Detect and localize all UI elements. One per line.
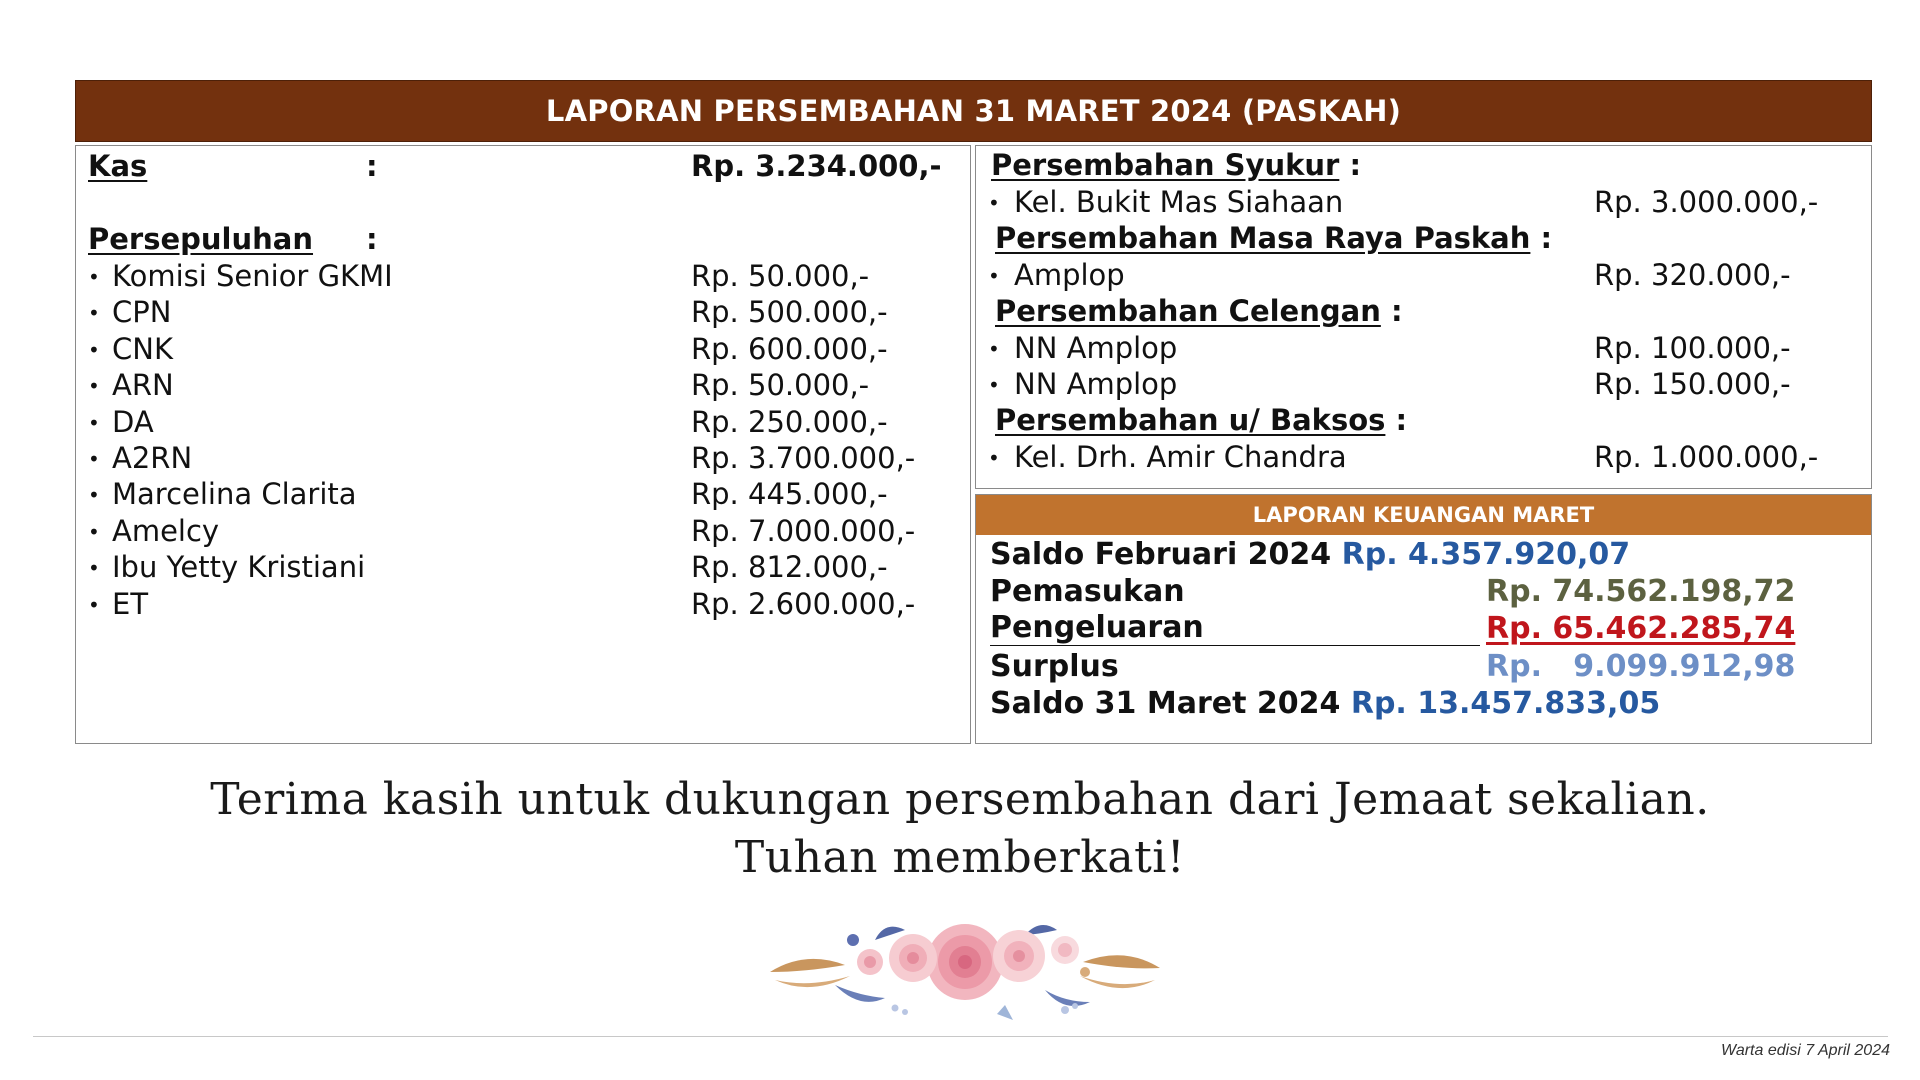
bullet-icon: •: [988, 264, 1000, 288]
persepuluhan-item-name: A2RN: [112, 441, 193, 475]
persepuluhan-item-amount: Rp. 3.700.000,-: [691, 441, 916, 475]
celengan-heading: [995, 293, 1403, 329]
surplus-value: Rp. 9.099.912,98: [1486, 649, 1796, 684]
bullet-icon: •: [88, 337, 100, 362]
baksos-amount: Rp. 1.000.000,-: [1594, 440, 1819, 474]
persepuluhan-item-name: CPN: [112, 295, 172, 330]
syukur-amount: Rp. 3.000.000,-: [1594, 185, 1819, 219]
report-title: LAPORAN PERSEMBAHAN 31 MARET 2024 (PASKAH): [75, 80, 1872, 142]
saldo-februari-value: Rp. 4.357.920,07: [1341, 537, 1631, 572]
bullet-icon: •: [88, 410, 100, 435]
persepuluhan-item-amount: Rp. 50.000,-: [691, 368, 870, 403]
saldo-maret-value: Rp. 13.457.833,05: [1350, 686, 1661, 721]
pemasukan-value: Rp. 74.562.198,72: [1486, 574, 1796, 609]
persepuluhan-item-amount: Rp. 812.000,-: [691, 550, 888, 585]
kas-colon: :: [366, 149, 378, 183]
flower-garland-icon: [765, 910, 1165, 1020]
masa-raya-heading-text: Persembahan Masa Raya Paskah: [995, 221, 1531, 255]
celengan-amount: Rp. 100.000,-: [1594, 331, 1791, 365]
bullet-icon: •: [88, 447, 100, 471]
persepuluhan-colon: :: [366, 222, 378, 256]
persepuluhan-item-amount: Rp. 445.000,-: [691, 477, 888, 512]
baksos-item: Kel. Drh. Amir Chandra: [1014, 440, 1347, 474]
syukur-heading-text: Persembahan Syukur: [991, 148, 1340, 182]
masa-raya-amount: Rp. 320.000,-: [1594, 258, 1791, 292]
celengan-colon: :: [1390, 294, 1403, 328]
saldo-maret-label: Saldo 31 Maret 2024: [990, 686, 1341, 721]
persepuluhan-item-name: Marcelina Clarita: [112, 477, 357, 512]
pengeluaran-label: Pengeluaran: [990, 611, 1480, 646]
pengeluaran-value: Rp. 65.462.285,74: [1486, 611, 1796, 646]
celengan-item: NN Amplop: [1014, 331, 1178, 365]
masa-raya-heading: [995, 220, 1552, 256]
persepuluhan-item-amount: Rp. 50.000,-: [691, 259, 870, 293]
persepuluhan-panel: [75, 145, 971, 744]
persepuluhan-item-name: Amelcy: [112, 513, 220, 548]
persembahan-lain-panel: [975, 145, 1872, 489]
persepuluhan-item-name: ET: [112, 586, 149, 621]
syukur-item: Kel. Bukit Mas Siahaan: [1014, 185, 1344, 219]
keuangan-header: LAPORAN KEUANGAN MARET: [976, 495, 1871, 535]
celengan-heading-text: Persembahan Celengan: [995, 294, 1381, 328]
kas-label: Kas: [88, 149, 148, 183]
persepuluhan-item-name: DA: [112, 404, 154, 439]
persepuluhan-item-name: ARN: [112, 368, 174, 403]
bullet-icon: •: [88, 301, 100, 326]
persepuluhan-item-name: CNK: [112, 331, 173, 366]
bullet-icon: •: [988, 191, 1000, 215]
baksos-heading: [995, 402, 1407, 438]
persepuluhan-item-name: Komisi Senior GKMI: [112, 259, 393, 293]
bullet-icon: •: [988, 446, 1000, 470]
thanks-line-1: Terima kasih untuk dukungan persembahan dari Jemaat sekalian.: [210, 774, 1710, 825]
thanks-line-2: Tuhan memberkati!: [734, 832, 1186, 883]
syukur-heading: [991, 147, 1361, 183]
surplus-label: Surplus: [990, 649, 1119, 684]
persepuluhan-item-amount: Rp. 2.600.000,-: [691, 586, 916, 621]
persepuluhan-item-amount: Rp. 500.000,-: [691, 295, 888, 330]
bullet-icon: •: [88, 374, 100, 399]
persepuluhan-item-amount: Rp. 7.000.000,-: [691, 513, 916, 548]
footer-edition: Warta edisi 7 April 2024: [1721, 1042, 1890, 1059]
celengan-item: NN Amplop: [1014, 367, 1178, 401]
baksos-colon: :: [1395, 403, 1408, 437]
masa-raya-colon: :: [1540, 221, 1553, 255]
syukur-colon: :: [1349, 148, 1362, 182]
persepuluhan-label: Persepuluhan: [88, 222, 314, 256]
bullet-icon: •: [88, 265, 100, 289]
kas-amount: Rp. 3.234.000,-: [691, 149, 942, 183]
saldo-februari-row: [990, 537, 1630, 573]
bullet-icon: •: [88, 592, 100, 617]
persepuluhan-item-amount: Rp. 250.000,-: [691, 404, 888, 439]
saldo-maret-row: [990, 686, 1660, 722]
persepuluhan-item-name: Ibu Yetty Kristiani: [112, 550, 366, 585]
bullet-icon: •: [988, 337, 1000, 361]
bullet-icon: •: [988, 373, 1000, 397]
persepuluhan-item-amount: Rp. 600.000,-: [691, 331, 888, 366]
masa-raya-item: Amplop: [1014, 258, 1125, 292]
keuangan-panel: [975, 494, 1872, 744]
pemasukan-label: Pemasukan: [990, 574, 1185, 609]
bullet-icon: •: [88, 556, 100, 581]
saldo-februari-label: Saldo Februari 2024: [990, 537, 1332, 572]
baksos-heading-text: Persembahan u/ Baksos: [995, 403, 1386, 437]
bullet-icon: •: [88, 483, 100, 508]
bullet-icon: •: [88, 519, 100, 544]
footer-divider: [33, 1036, 1888, 1037]
celengan-amount: Rp. 150.000,-: [1594, 367, 1791, 401]
